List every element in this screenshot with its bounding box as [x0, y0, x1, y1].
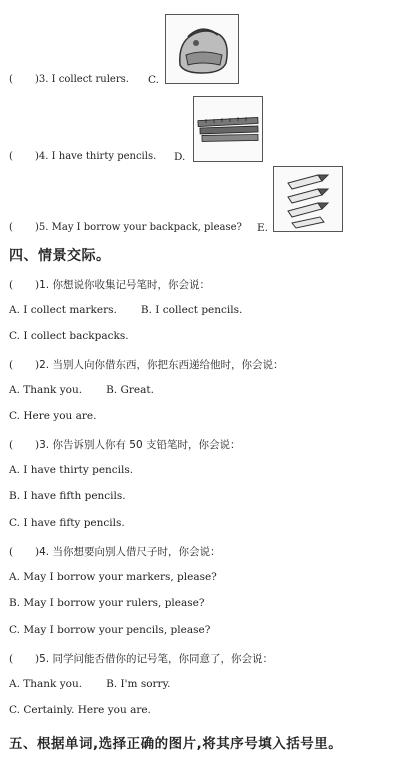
question-text: 2. 当别人向你借东西，你把东西递给他时，你会说：: [39, 359, 284, 371]
answer-blank[interactable]: (: [9, 279, 14, 291]
match-text: 4. I have thirty pencils.: [38, 151, 157, 162]
question-4-option-a[interactable]: A. May I borrow your markers, please?: [9, 571, 217, 583]
question-1-option-c[interactable]: C. I collect backpacks.: [9, 330, 129, 342]
question-5-option-c[interactable]: C. Certainly. Here you are.: [9, 704, 151, 716]
question-5-options-ab: [9, 678, 170, 690]
picture-letter-d: D.: [174, 151, 186, 163]
question-text: 5. 同学问能否借你的记号笔，你同意了，你会说：: [39, 653, 273, 665]
pencils-icon: [274, 167, 342, 231]
match-text: 3. I collect rulers.: [38, 74, 129, 85]
question-text: 4. 当你想要向别人借尺子时，你会说：: [39, 546, 221, 558]
question-2-option-c[interactable]: C. Here you are.: [9, 410, 97, 422]
question-4-prompt: ( )4. 当你想要向别人借尺子时，你会说：: [9, 546, 221, 558]
rulers-picture: [193, 96, 263, 162]
match-text: 5. May I borrow your backpack, please?: [38, 222, 242, 233]
question-3-prompt: ( )3. 你告诉别人你有 50 支铅笔时，你会说：: [9, 439, 241, 451]
question-text: 1. 你想说你收集记号笔时，你会说：: [39, 279, 210, 291]
option-a[interactable]: A. I collect markers.: [9, 304, 117, 316]
question-3-option-a[interactable]: A. I have thirty pencils.: [9, 464, 134, 476]
section-5-title: 五、根据单词,选择正确的图片,将其序号填入括号里。: [9, 736, 343, 752]
backpack-icon: [166, 15, 238, 83]
option-a[interactable]: A. Thank you.: [9, 384, 83, 396]
section-4-title: 四、情景交际。: [9, 248, 111, 264]
paren-close: ): [35, 222, 39, 233]
answer-blank[interactable]: (: [9, 546, 14, 558]
answer-blank[interactable]: (: [9, 151, 13, 162]
answer-blank[interactable]: (: [9, 222, 13, 233]
rulers-icon: [194, 97, 262, 161]
option-b[interactable]: B. Great.: [106, 384, 154, 396]
question-1-prompt: ( )1. 你想说你收集记号笔时，你会说：: [9, 279, 210, 291]
pencils-picture: [273, 166, 343, 232]
answer-blank[interactable]: (: [9, 359, 14, 371]
picture-letter-c: C.: [148, 74, 159, 86]
paren-close: ): [35, 74, 39, 85]
option-a[interactable]: A. Thank you.: [9, 678, 83, 690]
picture-letter-e: E.: [257, 222, 269, 234]
question-4-option-b[interactable]: B. May I borrow your rulers, please?: [9, 597, 205, 609]
question-1-options-ab: [9, 304, 242, 316]
answer-blank[interactable]: (: [9, 439, 14, 451]
question-text: 3. 你告诉别人你有 50 支铅笔时，你会说：: [39, 439, 241, 451]
question-2-options-ab: [9, 384, 154, 396]
option-b[interactable]: B. I collect pencils.: [140, 304, 243, 316]
paren-close: ): [35, 151, 39, 162]
match-item-3: [9, 74, 129, 85]
option-b[interactable]: B. I'm sorry.: [106, 678, 171, 690]
backpack-picture: [165, 14, 239, 84]
answer-blank[interactable]: (: [9, 74, 13, 85]
question-2-prompt: ( )2. 当别人向你借东西，你把东西递给他时，你会说：: [9, 359, 284, 371]
question-4-option-c[interactable]: C. May I borrow your pencils, please?: [9, 624, 211, 636]
answer-blank[interactable]: (: [9, 653, 14, 665]
match-item-5: [9, 222, 242, 233]
question-3-option-b[interactable]: B. I have fifth pencils.: [9, 490, 126, 502]
question-5-prompt: ( )5. 同学问能否借你的记号笔，你同意了，你会说：: [9, 653, 273, 665]
question-3-option-c[interactable]: C. I have fifty pencils.: [9, 517, 125, 529]
match-item-4: [9, 151, 156, 162]
